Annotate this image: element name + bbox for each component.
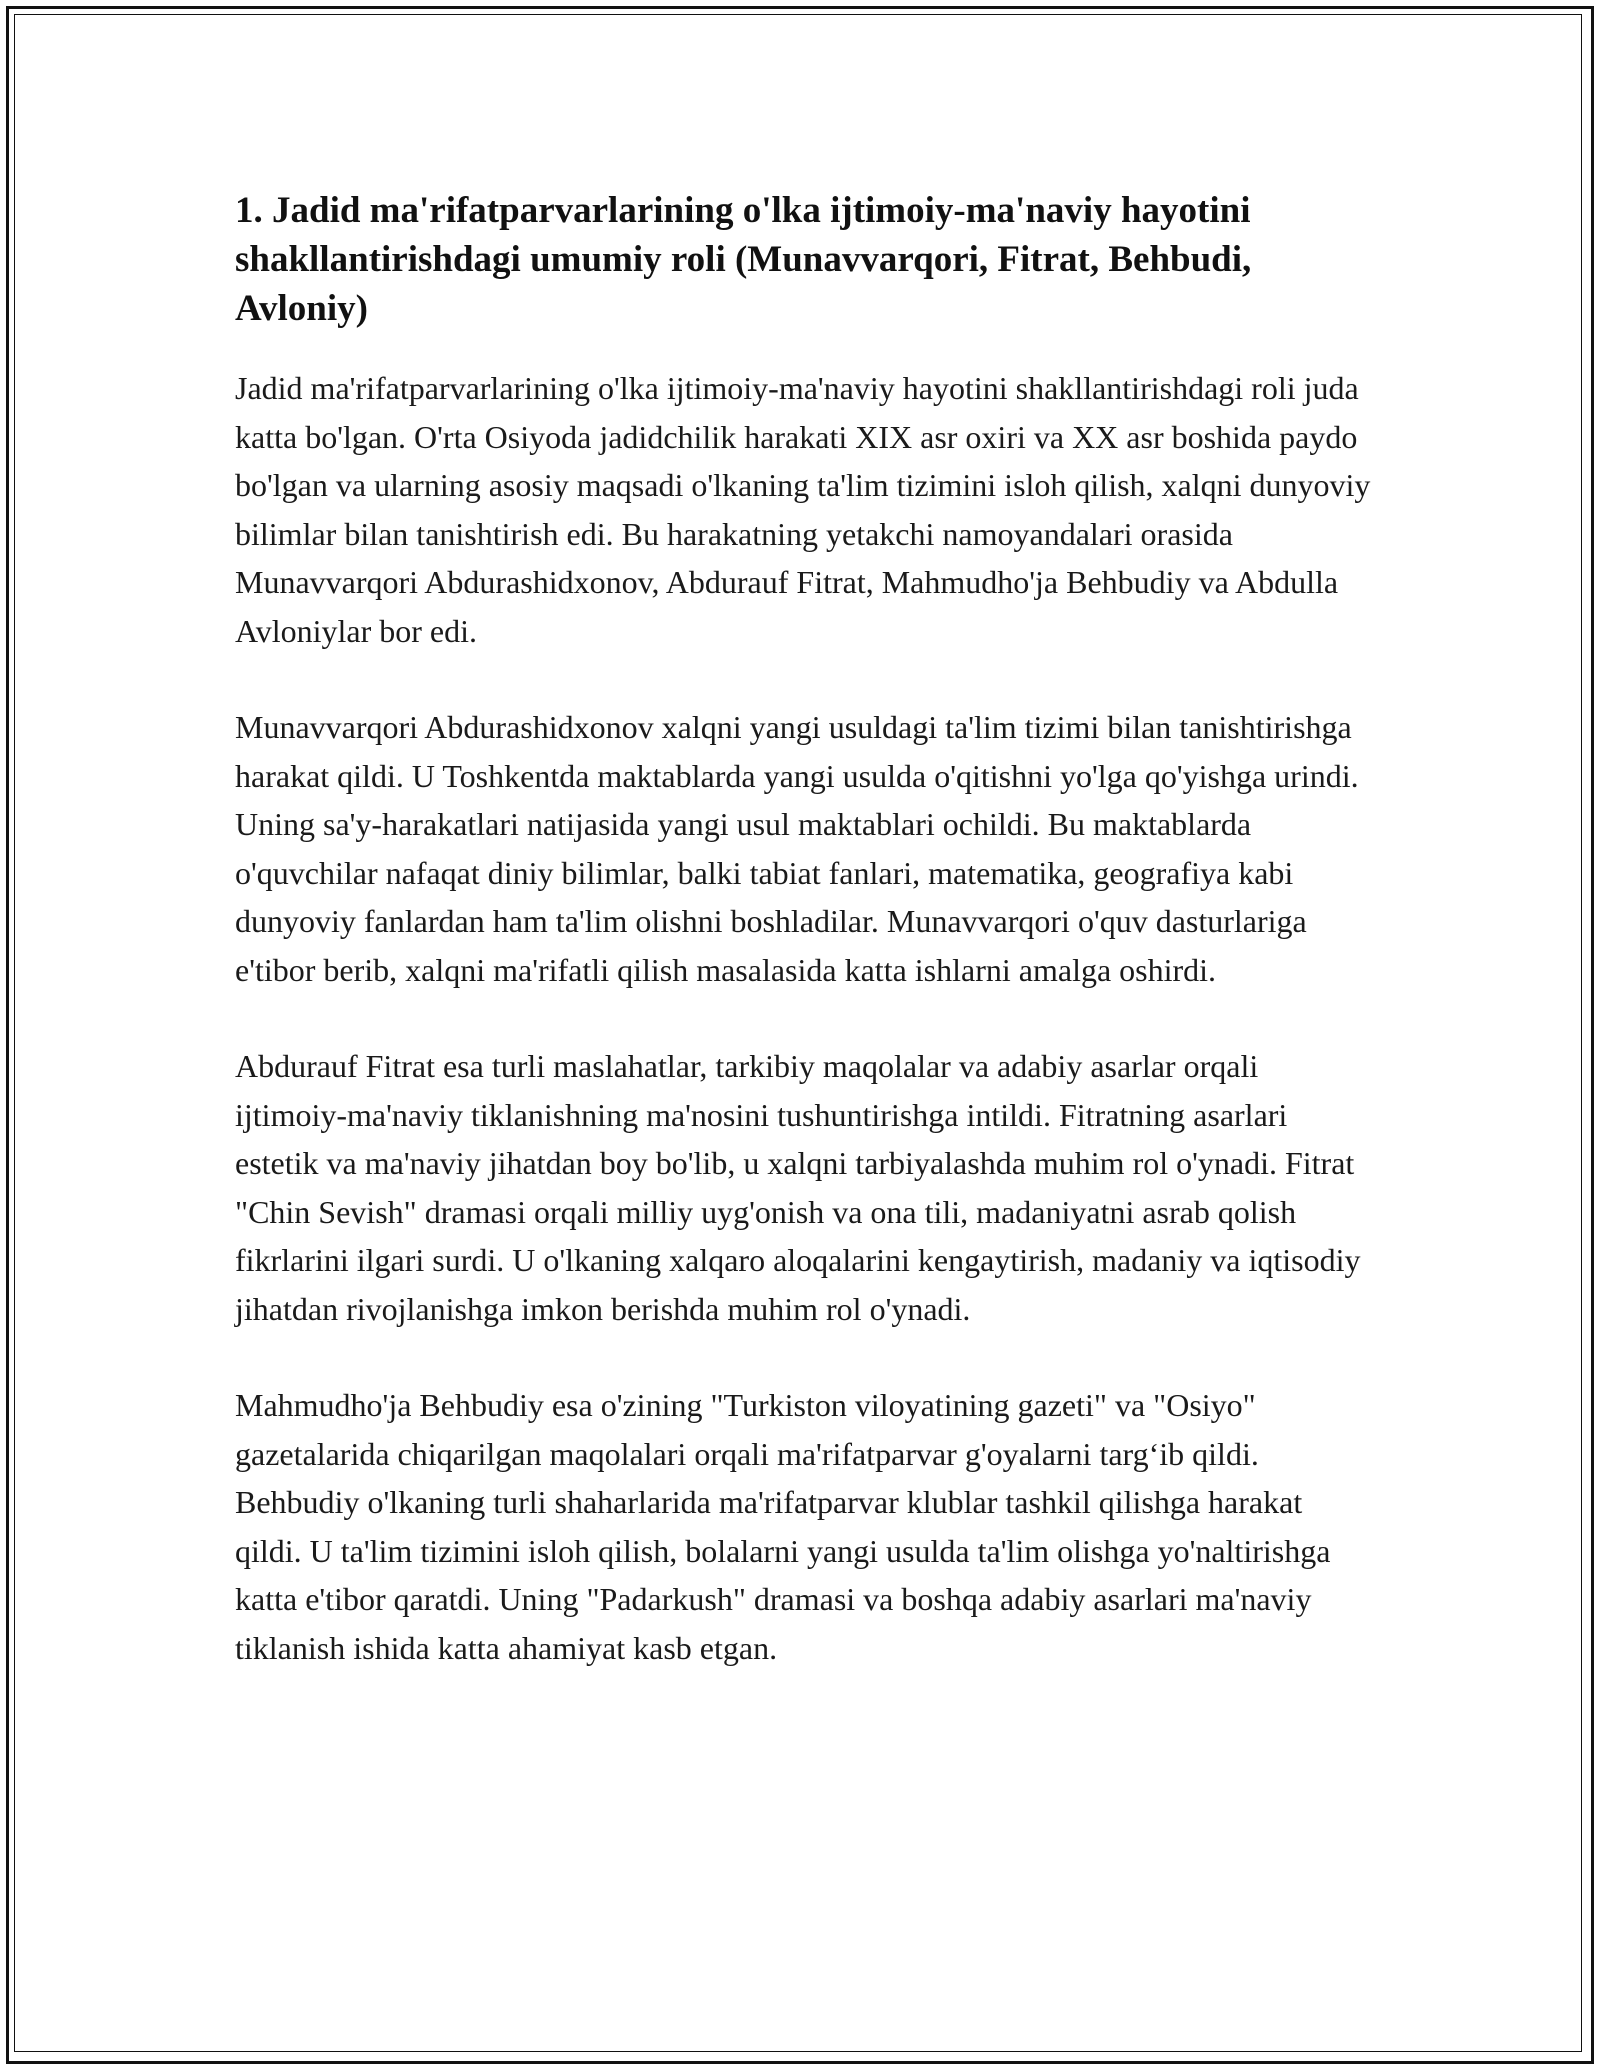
paragraph-fitrat: Abdurauf Fitrat esa turli maslahatlar, tarkibiy maqolalar va adabiy asarlar orqali ijtimoiy-ma'naviy tiklanishning ma'nosini tushuntirishga intildi. Fitratning asarlari estetik va ma'naviy jihatdan boy bo'lib, u xalqni tarbiyalashda muhim rol o'ynadi. Fitrat "Chin Sevish" dramasi orqali milliy uyg'onish va ona tili, madaniyatni asrab qolish fikrlarini ilgari surdi. U o'lkaning xalqaro aloqalarini kengaytirish, madaniy va iqtisodiy jihatdan rivojlanishga imkon berishda muhim rol o'ynadi. — [235, 1048, 1361, 1327]
paragraph-behbudiy: Mahmudho'ja Behbudiy esa o'zining "Turkiston viloyatining gazeti" va "Osiyo" gazetalarida chiqarilgan maqolalari orqali ma'rifatparvar g'oyalarni targ‘ib qildi. Behbudiy o'lkaning turli shaharlarida ma'rifatparvar klublar tashkil qilishga harakat qildi. U ta'lim tizimini isloh qilish, bolalarni yangi usulda ta'lim olishga yo'naltirishga katta e'tibor qaratdi. Uning "Padarkush" dramasi va boshqa adabiy asarlari ma'naviy tiklanish ishida katta ahamiyat kasb etgan. — [235, 1387, 1331, 1666]
document-title: 1. Jadid ma'rifatparvarlarining o'lka ijtimoiy-ma'naviy hayotini shakllantirishdagi umumiy roli (Munavvarqori, Fitrat, Behbudi, Avloniy) — [235, 190, 1252, 329]
paragraph-munavvarqori: Munavvarqori Abdurashidxonov xalqni yangi usuldagi ta'lim tizimi bilan tanishtirishga harakat qildi. U Toshkentda maktablarda yangi usulda o'qitishni yo'lga qo'yishga urindi. Uning sa'y-harakatlari natijasida yangi usul maktablari ochildi. Bu maktablarda o'quvchilar nafaqat diniy bilimlar, balki tabiat fanlari, matematika, geografiya kabi dunyoviy fanlardan ham ta'lim olishni boshladilar. Munavvarqori o'quv dasturlariga e'tibor berib, xalqni ma'rifatli qilish masalasida katta ishlarni amalga oshirdi. — [235, 709, 1359, 988]
paragraph-intro: Jadid ma'rifatparvarlarining o'lka ijtimoiy-ma'naviy hayotini shakllantirishdagi roli juda katta bo'lgan. O'rta Osiyoda jadidchilik harakati XIX asr oxiri va XX asr boshida paydo bo'lgan va ularning asosiy maqsadi o'lkaning ta'lim tizimini isloh qilish, xalqni dunyoviy bilimlar bilan tanishtirish edi. Bu harakatning yetakchi namoyandalari orasida Munavvarqori Abdurashidxonov, Abdurauf Fitrat, Mahmudho'ja Behbudiy va Abdulla Avloniylar bor edi. — [235, 370, 1371, 649]
document-body — [235, 186, 1375, 1720]
